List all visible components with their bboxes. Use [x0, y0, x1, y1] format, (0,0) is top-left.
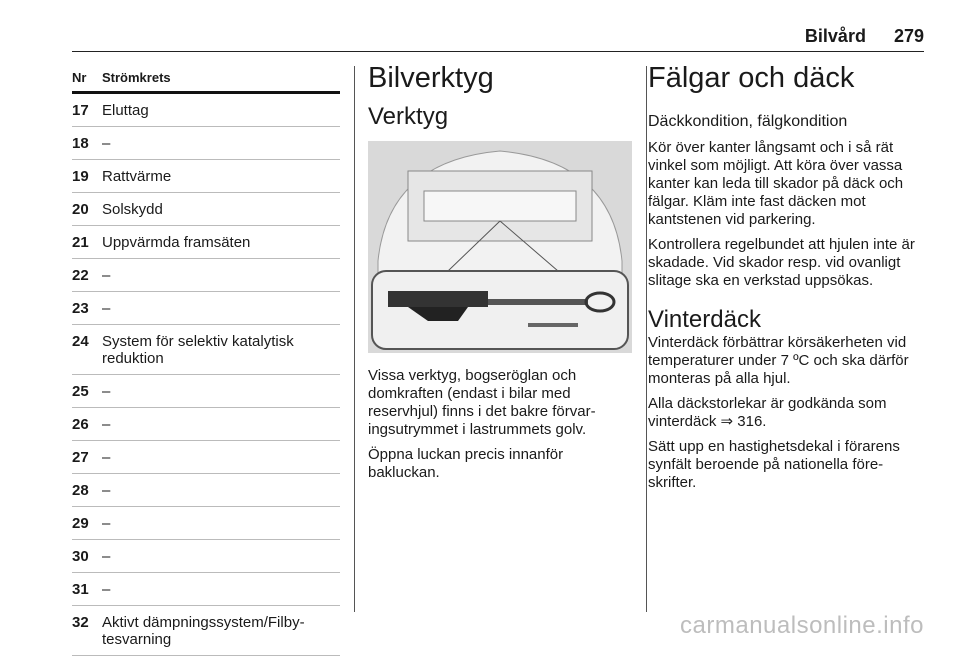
row-label: Rattvärme — [102, 168, 172, 185]
table-row — [72, 325, 340, 375]
table-row — [72, 408, 340, 441]
row-label: System för selektiv katalytisk reduktion — [102, 333, 294, 367]
wheels-section — [648, 62, 928, 499]
row-number: 32 — [72, 614, 89, 631]
page-header — [805, 26, 924, 47]
winter-tyres-text-2: Alla däckstorlekar är godkända som vinterdäck ⇒ 316. — [648, 395, 887, 430]
tools-paragraph-2: Öppna luckan precis innanför bakluckan. — [368, 446, 564, 481]
wheels-heading: Fälgar och däck — [648, 62, 855, 94]
tools-heading: Bilverktyg — [368, 62, 494, 94]
tools-section — [368, 62, 632, 489]
col-nr-header: Nr — [72, 70, 87, 85]
row-label: – — [102, 383, 111, 400]
table-row — [72, 160, 340, 193]
table-row — [72, 441, 340, 474]
row-number: 26 — [72, 416, 89, 433]
table-row — [72, 540, 340, 573]
table-row — [72, 259, 340, 292]
table-row — [72, 193, 340, 226]
section-title: Bilvård — [804, 26, 866, 46]
row-number: 22 — [72, 267, 89, 284]
table-row — [72, 507, 340, 540]
row-number: 28 — [72, 482, 89, 499]
row-number: 21 — [72, 234, 89, 251]
row-label: – — [102, 515, 111, 532]
page-number: 279 — [893, 26, 924, 46]
row-number: 25 — [72, 383, 89, 400]
table-row — [72, 606, 340, 656]
row-label: – — [102, 581, 111, 598]
row-label: – — [102, 548, 111, 565]
table-row — [72, 573, 340, 606]
table-header — [72, 60, 340, 94]
row-number: 19 — [72, 168, 89, 185]
winter-tyres-text-3: Sätt upp en hastighetsdekal i förarens synfält beroende på nationella före-skrifter. — [648, 438, 900, 491]
header-rule — [72, 51, 924, 52]
watermark: carmanualsonline.info — [680, 612, 924, 639]
tyre-condition-heading: Däckkondition, fälgkondition — [648, 113, 848, 130]
table-row — [72, 226, 340, 259]
winter-tyres-heading: Vinterdäck — [648, 306, 761, 333]
table-row — [72, 292, 340, 325]
row-label: – — [102, 267, 111, 284]
row-number: 20 — [72, 201, 89, 218]
row-number: 31 — [72, 581, 89, 598]
table-row — [72, 127, 340, 160]
table-row — [72, 474, 340, 507]
row-number: 17 — [72, 102, 89, 119]
column-divider — [646, 66, 647, 612]
row-number: 23 — [72, 300, 89, 317]
row-label: – — [102, 300, 111, 317]
row-label: Solskydd — [102, 201, 163, 218]
tools-paragraph-1: Vissa verktyg, bogseröglan och domkraften (endast i bilar med reservhjul) finns i det bakre förvar-ingsutrymmet i lastrummets golv. — [368, 367, 596, 438]
tyre-condition-text-2: Kontrollera regelbundet att hjulen inte är skadade. Vid skador resp. vid ovanligt slitage ska en verkstad uppsökas. — [648, 236, 915, 289]
trunk-tools-illustration — [368, 141, 632, 353]
row-number: 18 — [72, 135, 89, 152]
row-label: Uppvärmda framsäten — [102, 234, 251, 251]
column-divider — [354, 66, 355, 612]
row-number: 29 — [72, 515, 89, 532]
row-label: – — [102, 449, 111, 466]
row-label: – — [102, 135, 111, 152]
row-number: 30 — [72, 548, 89, 565]
row-label: – — [102, 416, 111, 433]
row-label: Eluttag — [102, 102, 149, 119]
row-number: 27 — [72, 449, 89, 466]
tools-subheading: Verktyg — [368, 103, 449, 130]
fuse-table — [72, 60, 340, 656]
row-label: – — [102, 482, 111, 499]
winter-tyres-text-1: Vinterdäck förbättrar körsäkerheten vid temperaturer under 7 ºC och ska därför monteras på alla hjul. — [648, 334, 909, 387]
table-row — [72, 375, 340, 408]
row-number: 24 — [72, 333, 89, 350]
col-name-header: Strömkrets — [102, 70, 171, 85]
tyre-condition-text-1: Kör över kanter långsamt och i så rät vinkel som möjligt. Att köra över vassa kanter kan leda till skador på däck och fälgar. Kläm inte fast däcken mot kantstenen vid parkering. — [648, 139, 904, 228]
table-row — [72, 94, 340, 127]
row-label: Aktivt dämpningssystem/Filby-tesvarning — [102, 614, 305, 648]
